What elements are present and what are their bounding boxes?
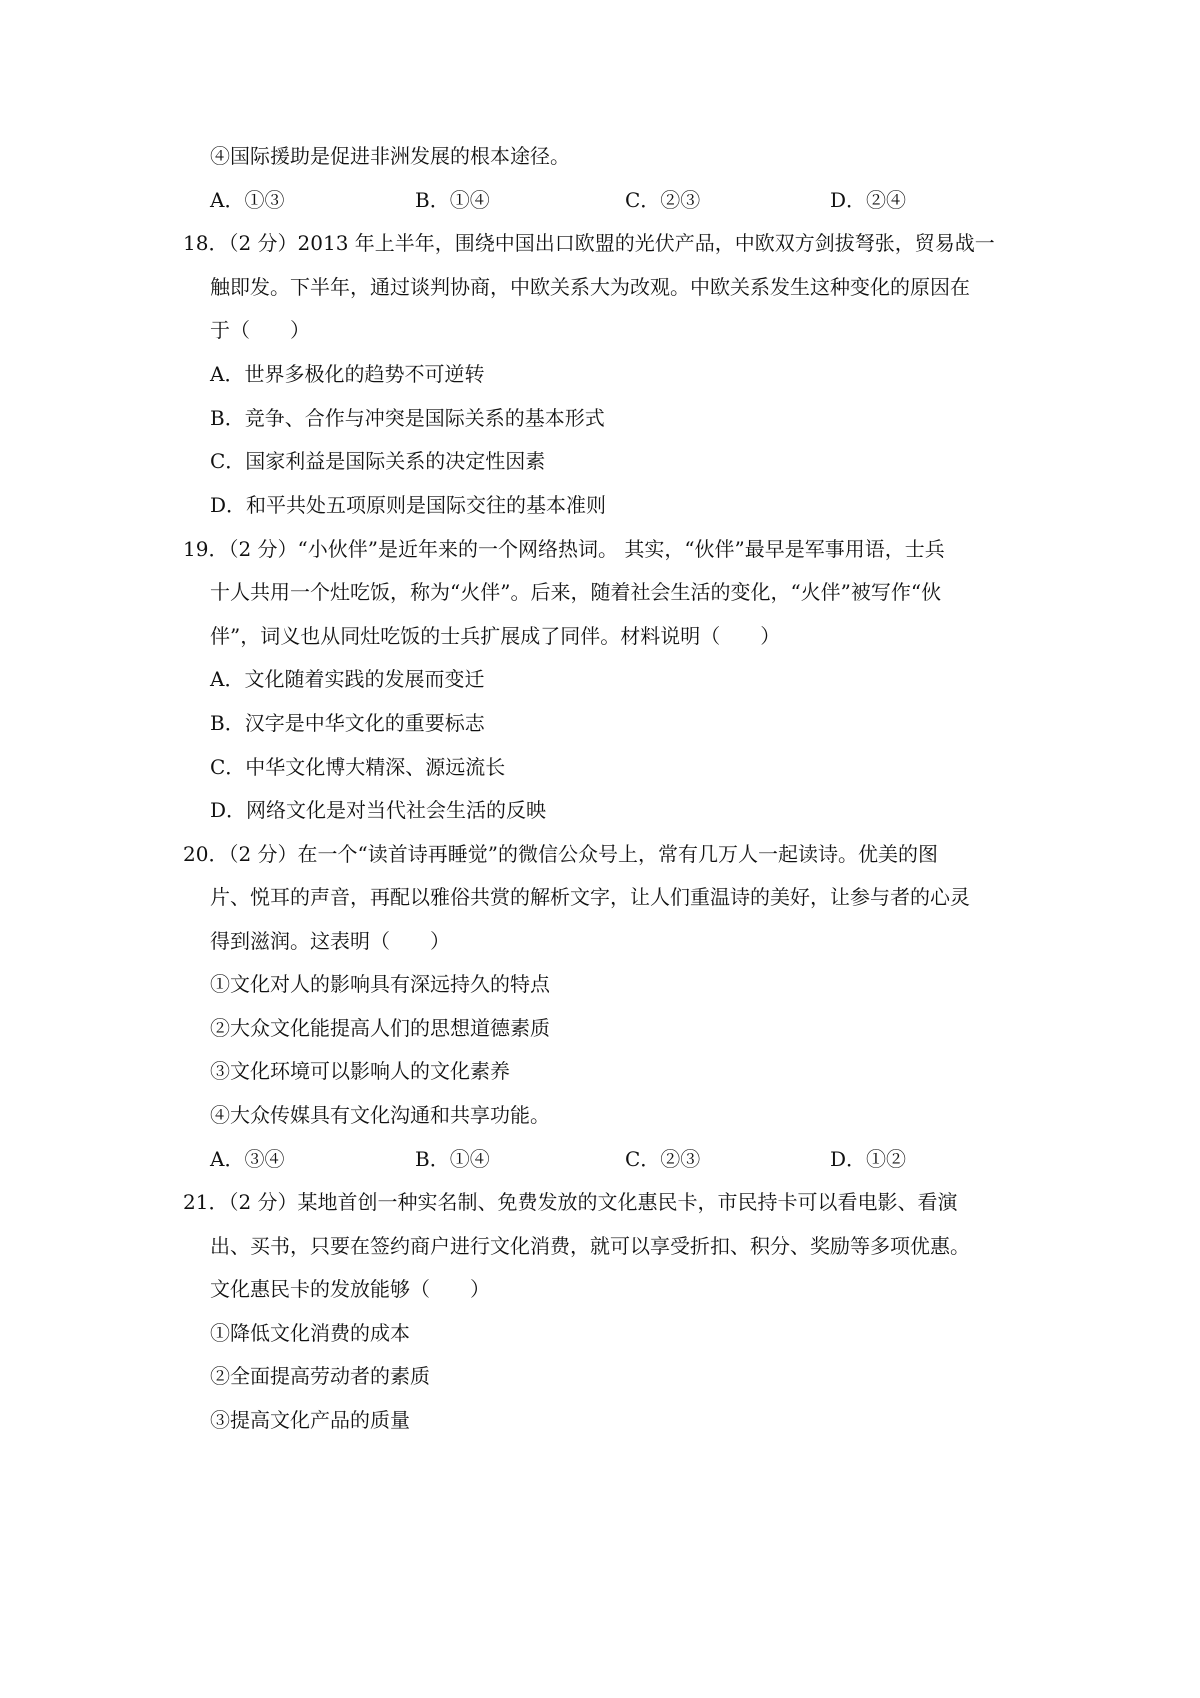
q20-option-c: C．②③: [625, 1147, 701, 1171]
q17-options: [210, 186, 970, 214]
q20-stem-line-2: 片、悦耳的声音，再配以雅俗共赏的解析文字，让人们重温诗的美好，让参与者的心灵: [210, 885, 970, 909]
q17-item-4: ④国际援助是促进非洲发展的根本途径。: [210, 144, 570, 168]
q18-stem-line-2: 触即发。下半年，通过谈判协商，中欧关系大为改观。中欧关系发生这种变化的原因在: [210, 275, 970, 299]
q21-stem-line-2: 出、买书，只要在签约商户进行文化消费，就可以享受折扣、积分、奖励等多项优惠。: [210, 1234, 970, 1258]
q20-option-a: A．③④: [210, 1147, 285, 1171]
q20-item-2: ②大众文化能提高人们的思想道德素质: [210, 1016, 550, 1040]
q20-item-3: ③文化环境可以影响人的文化素养: [210, 1059, 510, 1083]
q19-option-d: D．网络文化是对当代社会生活的反映: [210, 798, 547, 822]
q20-options: [210, 1145, 970, 1173]
q19-option-c: C．中华文化博大精深、源远流长: [210, 755, 506, 779]
q20-option-b: B．①④: [415, 1147, 490, 1171]
q18-option-d: D．和平共处五项原则是国际交往的基本准则: [210, 493, 607, 517]
q21-item-2: ②全面提高劳动者的素质: [210, 1364, 430, 1388]
q18-option-a: A．世界多极化的趋势不可逆转: [210, 362, 485, 386]
q17-option-d: D．②④: [830, 188, 907, 212]
q21-stem-line-1: 21．（2 分）某地首创一种实名制、免费发放的文化惠民卡，市民持卡可以看电影、看演: [183, 1190, 958, 1214]
q20-item-4: ④大众传媒具有文化沟通和共享功能。: [210, 1103, 550, 1127]
q17-option-c: C．②③: [625, 188, 701, 212]
q19-stem-line-3: 伴”，词义也从同灶吃饭的士兵扩展成了同伴。材料说明（ ）: [210, 624, 781, 648]
q18-stem-line-3: 于（ ）: [210, 318, 310, 342]
q21-item-3: ③提高文化产品的质量: [210, 1408, 410, 1432]
q18-option-c: C．国家利益是国际关系的决定性因素: [210, 449, 546, 473]
q19-option-a: A．文化随着实践的发展而变迁: [210, 667, 485, 691]
q19-option-b: B．汉字是中华文化的重要标志: [210, 711, 485, 735]
q20-stem-line-3: 得到滋润。这表明（ ）: [210, 929, 450, 953]
q18-stem-line-1: 18．（2 分）2013 年上半年，围绕中国出口欧盟的光伏产品，中欧双方剑拔弩张，贸易战一: [183, 231, 995, 255]
q20-item-1: ①文化对人的影响具有深远持久的特点: [210, 972, 550, 996]
q17-option-b: B．①④: [415, 188, 490, 212]
q19-stem-line-2: 十人共用一个灶吃饭，称为“火伴”。后来，随着社会生活的变化，“火伴”被写作“伙: [210, 580, 942, 604]
q18-option-b: B．竞争、合作与冲突是国际关系的基本形式: [210, 406, 605, 430]
q17-option-a: A．①③: [210, 188, 285, 212]
q19-stem-line-1: 19．（2 分）“小伙伴”是近年来的一个网络热词。 其实，“伙伴”最早是军事用语，士兵: [183, 537, 945, 561]
q20-stem-line-1: 20．（2 分）在一个“读首诗再睡觉”的微信公众号上，常有几万人一起读诗。优美的图: [183, 842, 938, 866]
q21-stem-line-3: 文化惠民卡的发放能够（ ）: [210, 1277, 490, 1301]
q20-option-d: D．①②: [830, 1147, 907, 1171]
q21-item-1: ①降低文化消费的成本: [210, 1321, 410, 1345]
